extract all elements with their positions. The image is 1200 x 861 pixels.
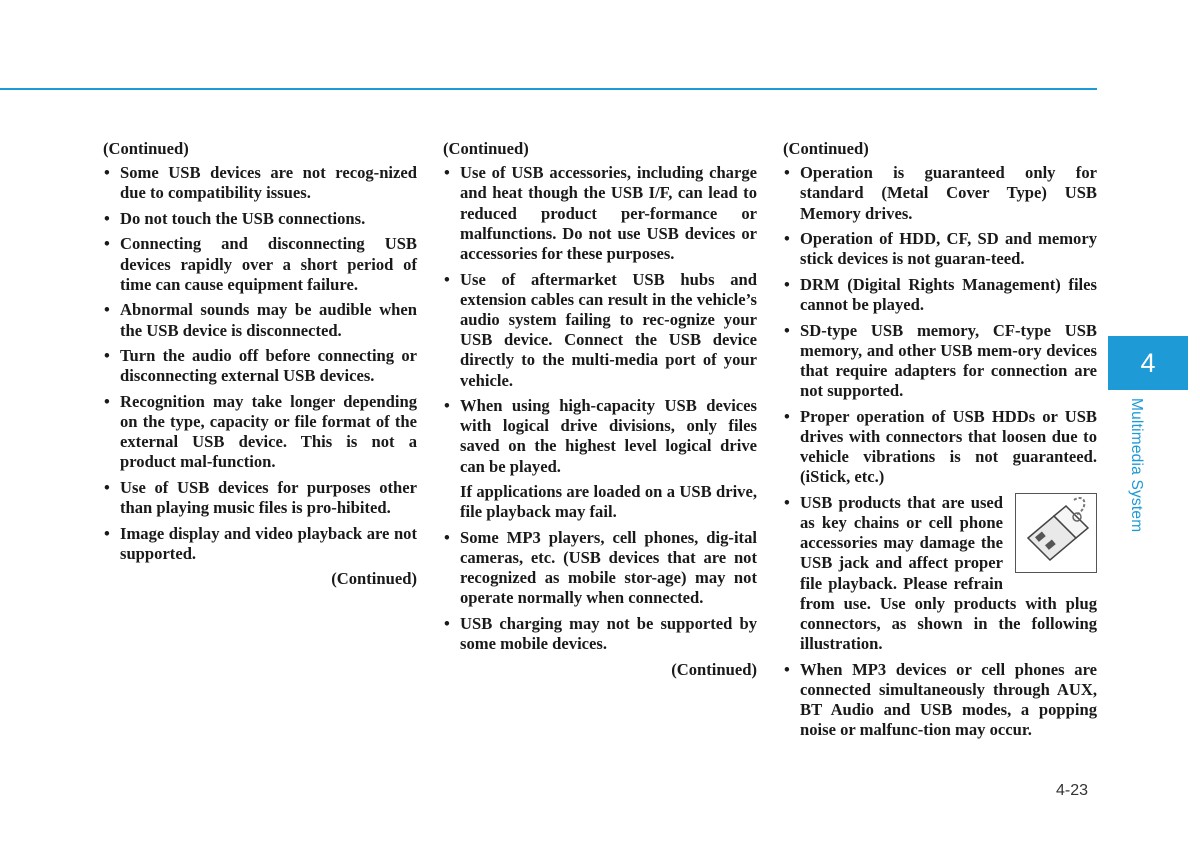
list-item: • When using high-capacity USB devices with logical drive divisions, only files saved on the highest level logical drive can be played. bbox=[443, 396, 757, 477]
bullet-list bbox=[103, 163, 417, 564]
continued-heading: (Continued) bbox=[443, 139, 529, 158]
list-item: • Connecting and disconnecting USB devices rapidly over a short period of time can cause equipment failure. bbox=[103, 234, 417, 295]
continued-footer: (Continued) bbox=[331, 569, 417, 589]
sub-paragraph: If applications are loaded on a USB drive, file playback may fail. bbox=[460, 482, 757, 522]
list-item: • DRM (Digital Rights Management) files cannot be played. bbox=[783, 275, 1097, 315]
list-item: • Turn the audio off before connecting or disconnecting external USB devices. bbox=[103, 346, 417, 386]
header-rule bbox=[0, 88, 1097, 90]
list-item: • Some USB devices are not recog-nized due to compatibility issues. bbox=[103, 163, 417, 203]
chapter-title: Multimedia System bbox=[1128, 398, 1145, 533]
bullet-list bbox=[783, 163, 1097, 740]
usb-key-chain-icon bbox=[1015, 493, 1097, 573]
list-item: • USB charging may not be supported by some mobile devices. bbox=[443, 614, 757, 654]
column-1 bbox=[103, 139, 417, 589]
chapter-tab bbox=[1108, 336, 1188, 390]
list-item: • Use of USB accessories, including charge and heat though the USB I/F, can lead to reduced product per-formance or malfunctions. Do not use USB devices or accessories for these purposes. bbox=[443, 163, 757, 264]
bullet-list bbox=[443, 528, 757, 655]
list-item-text: USB products that are used as key chains or cell phone accessories may damage the USB jack and affect proper file playback. Please refrain from use. Use only products with plug connectors, as shown in the following illustration. bbox=[800, 492, 1097, 654]
list-item: • Image display and video playback are not supported. bbox=[103, 524, 417, 564]
list-item: • Operation is guaranteed only for standard (Metal Cover Type) USB Memory drives. bbox=[783, 163, 1097, 224]
list-item: • Use of USB devices for purposes other than playing music files is pro-hibited. bbox=[103, 478, 417, 518]
list-item: • Do not touch the USB connections. bbox=[103, 209, 417, 229]
list-item: • SD-type USB memory, CF-type USB memory, and other USB mem-ory devices that require adapters for connection are not supported. bbox=[783, 321, 1097, 402]
continued-footer: (Continued) bbox=[671, 659, 757, 679]
list-item: • Some MP3 players, cell phones, dig-ital cameras, etc. (USB devices that are not recognized as mobile stor-age) may not operate normally when connected. bbox=[443, 528, 757, 609]
list-item: • Use of aftermarket USB hubs and extension cables can result in the vehicle’s audio system failing to rec-ognize your USB device. Connect the USB device directly to the multi-media port of your vehicle. bbox=[443, 270, 757, 391]
list-item: • Recognition may take longer depending on the type, capacity or file format of the external USB device. This is not a product mal-function. bbox=[103, 392, 417, 473]
list-item: • When MP3 devices or cell phones are connected simultaneously through AUX, BT Audio and USB modes, a popping noise or malfunc-tion may occur. bbox=[783, 660, 1097, 741]
page-number: 4-23 bbox=[1056, 782, 1089, 799]
bullet-list bbox=[443, 163, 757, 477]
chapter-number: 4 bbox=[1140, 347, 1156, 378]
list-item-with-figure bbox=[783, 493, 1097, 655]
column-3 bbox=[783, 139, 1097, 746]
column-2 bbox=[443, 139, 757, 680]
continued-heading: (Continued) bbox=[103, 139, 189, 158]
list-item: • Proper operation of USB HDDs or USB drives with connectors that loosen due to vehicle vibrations is not guaranteed. (iStick, etc.) bbox=[783, 407, 1097, 488]
list-item: • Abnormal sounds may be audible when the USB device is disconnected. bbox=[103, 300, 417, 340]
list-item: • Operation of HDD, CF, SD and memory stick devices is not guaran-teed. bbox=[783, 229, 1097, 269]
continued-heading: (Continued) bbox=[783, 139, 869, 158]
